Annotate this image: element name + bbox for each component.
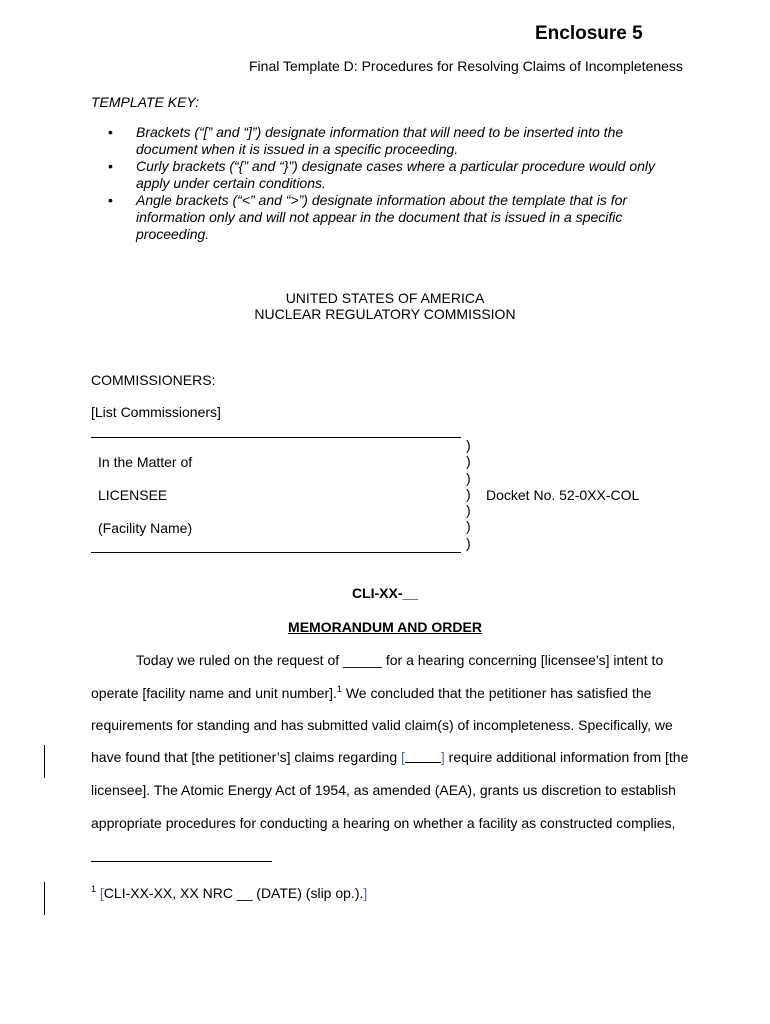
template-key-item-line: Angle brackets (“<” and “>”) designate information about the template that is for [136, 192, 628, 208]
bullet-icon: • [108, 158, 113, 174]
body-text: We concluded that the petitioner has satisfied the [341, 685, 652, 701]
body-line [91, 749, 688, 765]
body-line [91, 684, 651, 701]
template-key-item [108, 124, 668, 158]
close-bracket-mark: ] [440, 749, 445, 765]
template-key-item [108, 158, 668, 192]
footnote-ref[interactable]: 1 [336, 684, 342, 694]
caption-facility: (Facility Name) [98, 520, 193, 536]
template-key-item-line: Curly brackets (“{” and “}”) designate cases where a particular procedure would only [136, 158, 656, 174]
caption-matter: In the Matter of [98, 454, 193, 470]
caption-paren: ) [466, 502, 471, 519]
template-key-item-line: information only and will not appear in the document that is issued in a specific [136, 209, 623, 225]
template-key-item-line: Brackets (“[” and “]”) designate information that will need to be inserted into the [136, 124, 624, 140]
template-key-item [108, 192, 668, 243]
template-subtitle: Final Template D: Procedures for Resolving Claims of Incompleteness [249, 58, 683, 74]
body-text: have found that [the petitioner’s] claims regarding [91, 749, 402, 765]
body-line: licensee]. The Atomic Energy Act of 1954, as amended (AEA), grants us discretion to establish [91, 782, 676, 798]
order-title: MEMORANDUM AND ORDER [288, 619, 482, 635]
footnote [91, 884, 367, 901]
footnote-text: CLI-XX-XX, XX NRC __ (DATE) (slip op.). [103, 885, 364, 901]
body-line: requirements for standing and has submitted valid claim(s) of incompleteness. Specifically, we [91, 717, 673, 733]
commissioners-list: [List Commissioners] [91, 404, 221, 420]
enclosure-label: Enclosure 5 [535, 23, 643, 44]
agency-name: NUCLEAR REGULATORY COMMISSION [254, 306, 516, 322]
bullet-icon: • [108, 192, 113, 208]
caption-paren: ) [466, 437, 471, 453]
caption-paren-column [466, 437, 471, 551]
caption-paren: ) [466, 469, 471, 486]
template-key-list [108, 124, 668, 243]
agency-country: UNITED STATES OF AMERICA [285, 290, 485, 306]
template-key-item-line: proceeding. [136, 226, 210, 242]
body-line: appropriate procedures for conducting a hearing on whether a facility as constructed complies, [91, 815, 676, 831]
body-line: Today we ruled on the request of _____ for a hearing concerning [licensee's] intent to [136, 652, 664, 668]
template-key-item-line: document when it is issued in a specific proceeding. [136, 141, 459, 157]
template-key-heading: TEMPLATE KEY: [91, 94, 200, 110]
caption-top-rule [91, 437, 461, 438]
template-key-item-line: apply under certain conditions. [136, 175, 326, 191]
docket-number: Docket No. 52-0XX-COL [486, 487, 640, 503]
footnote-separator [91, 861, 272, 862]
caption-paren: ) [466, 518, 471, 535]
bullet-icon: • [108, 124, 113, 140]
caption-paren: ) [466, 485, 471, 502]
footnote-number: 1 [91, 884, 97, 894]
caption-licensee: LICENSEE [98, 487, 168, 503]
revision-bar [44, 882, 45, 915]
body-text: operate [facility name and unit number]. [91, 685, 337, 701]
open-bracket-mark: [ [401, 749, 405, 765]
body-text: require additional information from [the [444, 749, 689, 765]
close-bracket-mark: ] [363, 885, 368, 901]
revision-bar [44, 745, 45, 778]
open-bracket-mark: [ [99, 885, 104, 901]
caption-paren: ) [466, 534, 471, 551]
cli-number: CLI-XX-__ [351, 585, 419, 601]
commissioners-label: COMMISSIONERS: [91, 372, 216, 388]
caption-paren: ) [466, 453, 471, 470]
blank-field [405, 750, 441, 763]
caption-bottom-rule [91, 552, 461, 553]
